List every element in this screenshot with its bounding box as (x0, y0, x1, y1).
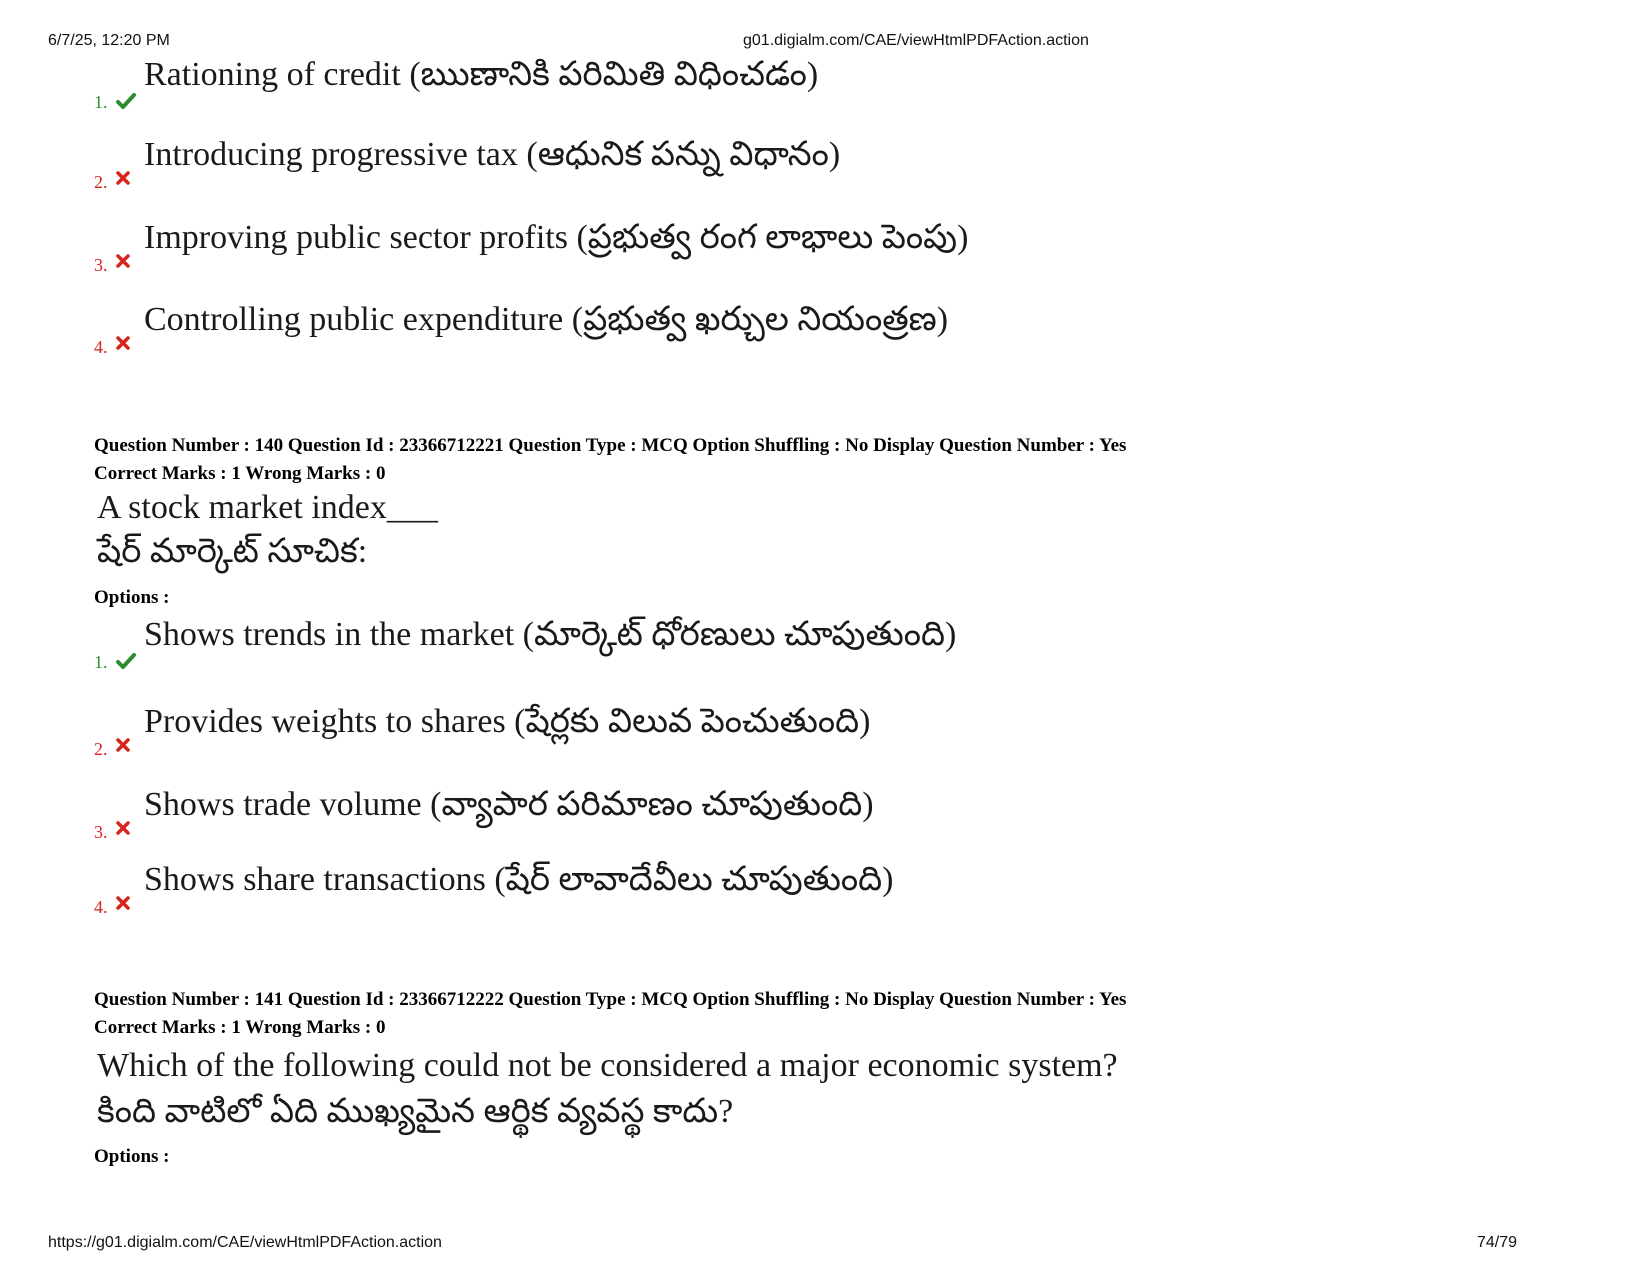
option-row (94, 135, 1194, 195)
options-label: Options : (94, 1146, 170, 1167)
option-row (94, 702, 1194, 762)
cross-icon (116, 254, 130, 268)
option-row (94, 615, 1194, 675)
option-number: 4. (94, 897, 108, 917)
question-text-english: A stock market index___ (97, 489, 438, 526)
option-text: Shows trends in the market (మార్కెట్ ధోరణులు చూపుతుంది) (144, 616, 957, 653)
option-number: 1. (94, 92, 108, 112)
option-text: Improving public sector profits (ప్రభుత్వ రంగ లాభాలు పెంపు) (144, 219, 969, 256)
cross-icon (116, 171, 130, 185)
question-marks: Correct Marks : 1 Wrong Marks : 0 (94, 463, 386, 484)
option-row (94, 218, 1194, 278)
print-header-url: g01.digialm.com/CAE/viewHtmlPDFAction.action (743, 32, 1089, 49)
option-row (94, 55, 1194, 115)
cross-icon (116, 896, 130, 910)
option-text: Rationing of credit (ఋణానికి పరిమితి విధించడం) (144, 56, 819, 93)
check-icon (116, 651, 136, 671)
option-text: Shows share transactions (షేర్ లావాదేవీలు చూపుతుంది) (144, 861, 894, 898)
print-footer-url: https://g01.digialm.com/CAE/viewHtmlPDFAction.action (48, 1234, 442, 1251)
question-marks: Correct Marks : 1 Wrong Marks : 0 (94, 1017, 386, 1038)
option-row (94, 300, 1194, 360)
option-number: 3. (94, 822, 108, 842)
option-number: 2. (94, 172, 108, 192)
option-number: 2. (94, 739, 108, 759)
page-number: 74/79 (1476, 1234, 1517, 1251)
cross-icon (116, 821, 130, 835)
cross-icon (116, 738, 130, 752)
option-number: 1. (94, 652, 108, 672)
question-text-telugu: కింది వాటిలో ఏది ముఖ్యమైన ఆర్థిక వ్యవస్థ కాదు? (97, 1093, 734, 1130)
option-number: 3. (94, 255, 108, 275)
options-label: Options : (94, 587, 170, 608)
question-meta: Question Number : 140 Question Id : 23366712221 Question Type : MCQ Option Shuffling : No Display Question Number : Yes (94, 435, 1127, 456)
option-number: 4. (94, 337, 108, 357)
question-meta: Question Number : 141 Question Id : 23366712222 Question Type : MCQ Option Shuffling : No Display Question Number : Yes (94, 989, 1127, 1010)
question-text-english: Which of the following could not be considered a major economic system? (97, 1047, 1118, 1084)
check-icon (116, 91, 136, 111)
option-text: Shows trade volume (వ్యాపార పరిమాణం చూపుతుంది) (144, 786, 874, 823)
option-text: Introducing progressive tax (ఆధునిక పన్ను విధానం) (144, 136, 841, 173)
question-text-telugu: షేర్ మార్కెట్ సూచిక: (97, 533, 368, 570)
option-row (94, 860, 1194, 920)
option-text: Controlling public expenditure (ప్రభుత్వ ఖర్చుల నియంత్రణ) (144, 301, 949, 338)
option-text: Provides weights to shares (షేర్లకు విలువ పెంచుతుంది) (144, 703, 871, 740)
print-date: 6/7/25, 12:20 PM (48, 32, 170, 49)
cross-icon (116, 336, 130, 350)
option-row (94, 785, 1194, 845)
